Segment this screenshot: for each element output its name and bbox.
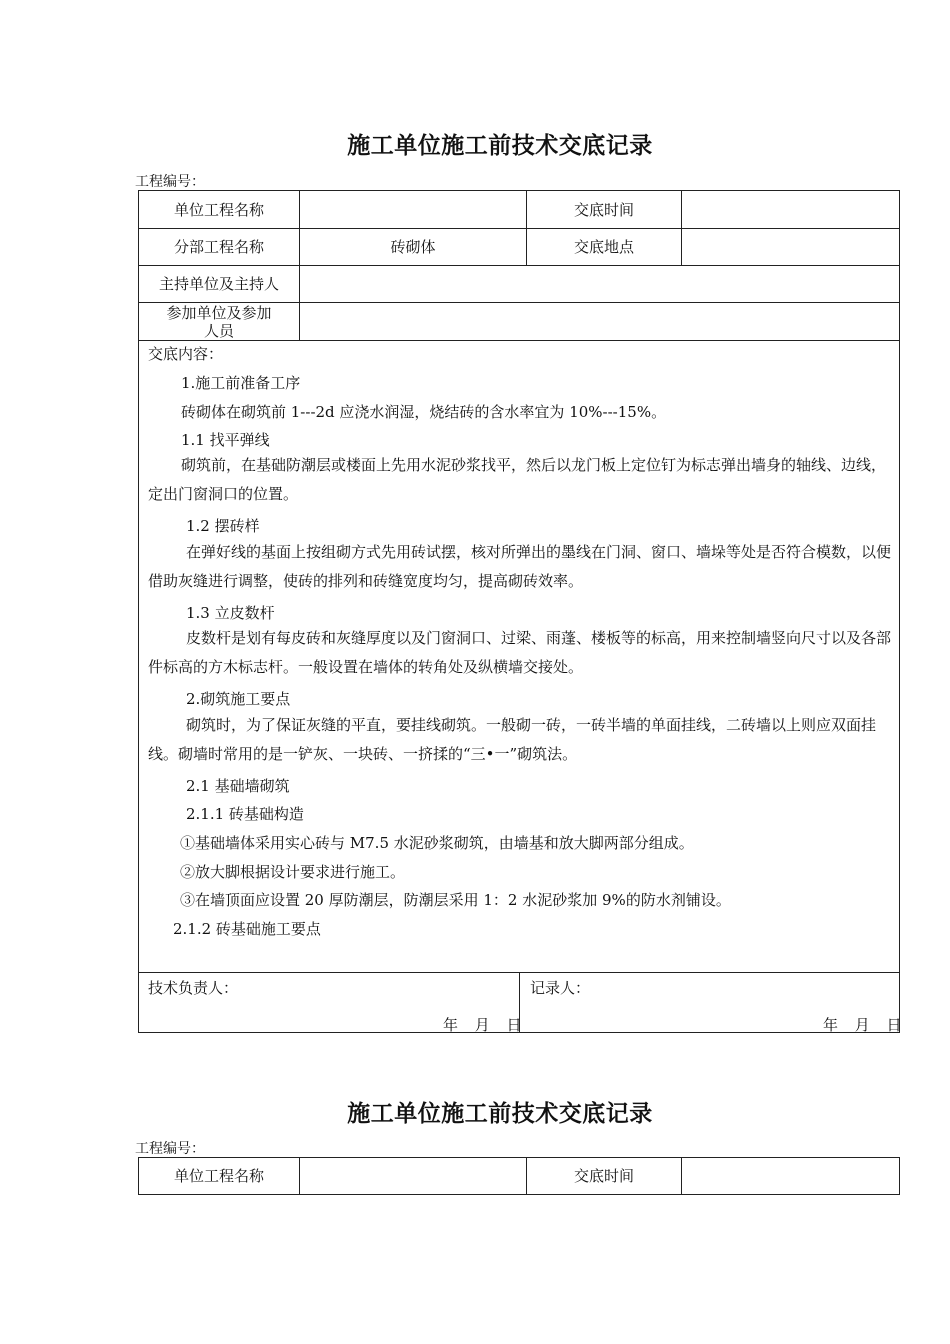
sub-project-name-value: 砖砌体 [390,238,436,256]
content-paragraph: 在弹好线的基面上按组砌方式先用砖试摆，核对所弹出的墨线在门洞、窗口、墙垛等处是否符合模数，以便借助灰缝进行调整，使砖的排列和砖缝宽度均匀，提高砌砖效率。 [148,543,892,590]
unit-project-name-value-2 [300,1158,526,1194]
content-heading: 2.1.2 砖基础施工要点 [173,920,321,938]
recorder-date: 年 月 日 [823,1016,904,1034]
handover-time-label-2: 交底时间 [573,1167,634,1185]
unit-project-name-label-2: 单位工程名称 [173,1167,264,1185]
content-paragraph: 砌筑前，在基础防潮层或楼面上先用水泥砂浆找平，然后以龙门板上定位钉为标志弹出墙身的轴线、边线，定出门窗洞口的位置。 [148,456,887,503]
handover-location-value [682,229,899,265]
handover-location-label: 交底地点 [573,238,634,256]
content-paragraph: 皮数杆是划有每皮砖和灰缝厚度以及门窗洞口、过梁、雨蓬、楼板等的标高，用来控制墙竖向尺寸以及各部件标高的方木标志杆。一般设置在墙体的转角处及纵横墙交接处。 [148,629,892,676]
handover-time-label: 交底时间 [573,200,634,219]
host-unit-value [300,266,899,302]
content-heading: 1.1 找平弹线 [181,431,270,449]
unit-project-name-value [300,191,526,228]
content-paragraph: ②放大脚根据设计要求进行施工。 [180,863,406,881]
participants-value [300,303,899,340]
content-paragraph: ①基础墙体采用实心砖与 M7.5 水泥砂浆砌筑，由墙基和放大脚两部分组成。 [180,834,694,852]
content-heading: 2.1 基础墙砌筑 [186,777,290,795]
page-title-2: 施工单位施工前技术交底记录 [347,1100,653,1127]
project-number-label-2: 工程编号： [135,1141,205,1157]
handover-time-value [682,191,899,228]
project-number-label: 工程编号： [135,174,205,190]
participants-label-line2: 人员 [203,321,234,340]
content-label: 交底内容： [148,345,224,363]
content-heading: 1.3 立皮数杆 [186,604,275,622]
participants-label-line1: 参加单位及参加 [166,303,272,322]
content-paragraph: ③在墙顶面应设置 20 厚防潮层，防潮层采用 1：2 水泥砂浆加 9%的防水剂铺设。 [180,891,731,909]
content-paragraph: 砌筑时，为了保证灰缝的平直，要挂线砌筑。一般砌一砖，一砖半墙的单面挂线，二砖墙以上则应双面挂线。砌墙时常用的是一铲灰、一块砖、一挤揉的“三•一”砌筑法。 [148,716,877,763]
content-heading: 1.2 摆砖样 [186,517,260,535]
sub-project-name-label: 分部工程名称 [173,238,264,256]
content-heading: 1.施工前准备工序 [181,374,301,392]
tech-lead-date: 年 月 日 [443,1016,524,1034]
page-title: 施工单位施工前技术交底记录 [347,132,653,159]
content-heading: 2.砌筑施工要点 [186,690,291,708]
content-paragraph: 砖砌体在砌筑前 1---2d 应浇水润湿，烧结砖的含水率宜为 10%---15%。 [181,403,667,421]
unit-project-name-label: 单位工程名称 [173,200,264,219]
host-unit-label: 主持单位及主持人 [158,275,279,293]
tech-lead-label: 技术负责人： [148,979,239,997]
handover-time-value-2 [682,1158,899,1194]
participants-label [139,303,299,340]
recorder-label: 记录人： [530,979,591,997]
content-heading: 2.1.1 砖基础构造 [186,805,304,823]
